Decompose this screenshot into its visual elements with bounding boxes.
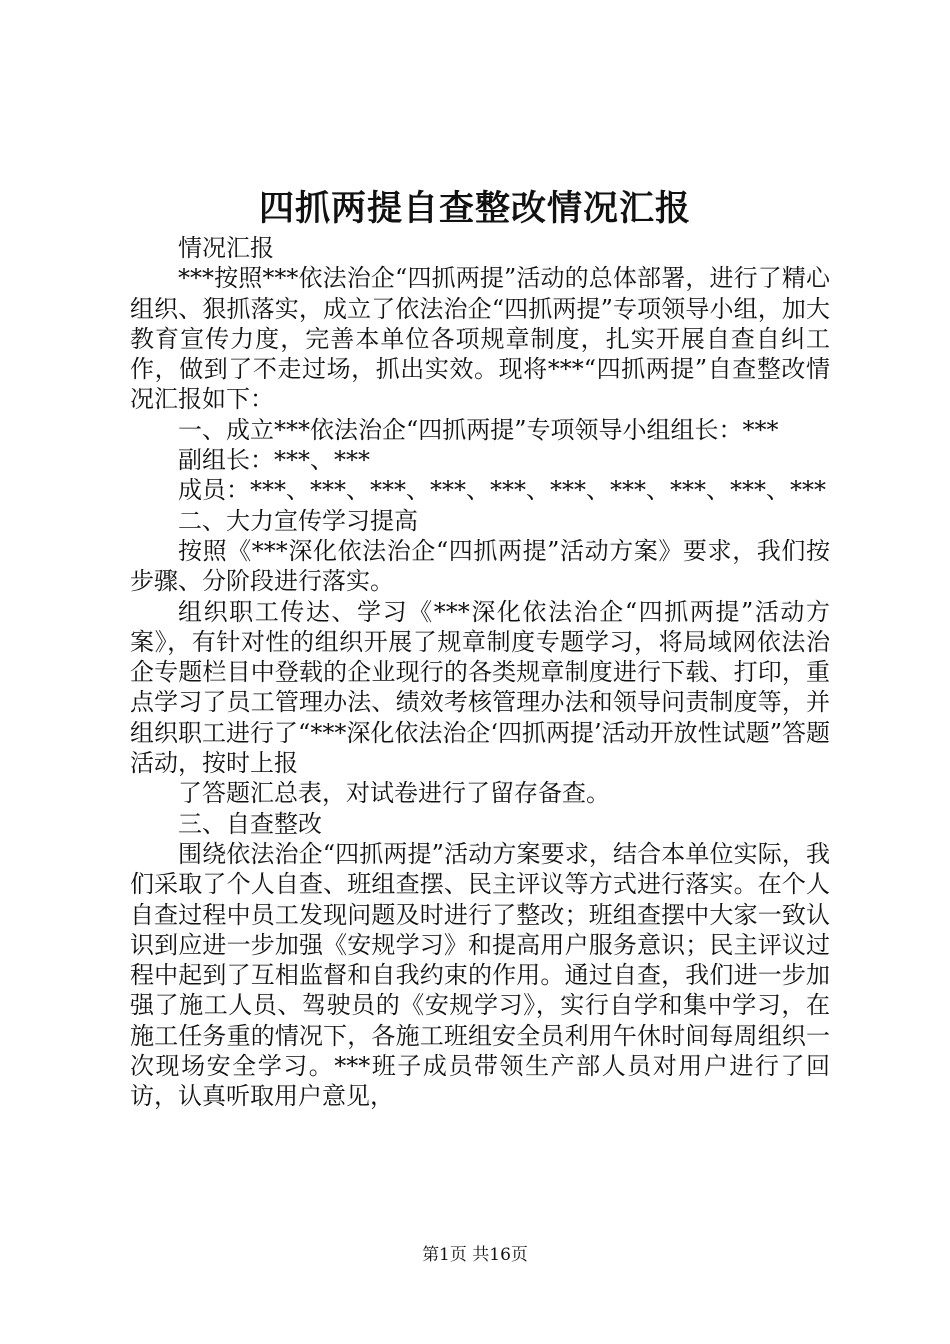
page-number-footer: 第1页 共16页 bbox=[422, 1245, 528, 1265]
paragraph-report-label: 情况汇报 bbox=[178, 234, 274, 262]
paragraph-study-organization: 组织职工传达、学习《***深化依法治企“四抓两提”活动方案》，有针对性的组织开展了规章制度专题学习，将局域网依法治企专题栏目中登载的企业现行的各类规章制度进行下载、打印，重点学习了员工管理办法、绩效考核管理办法和领导问责制度等，并组织职工进行了“***深化依法治企‘四抓两提’活动开放性试题”答题活动，按时上报 bbox=[130, 597, 830, 778]
paragraph-plan-requirement: 按照《***深化依法治企“四抓两提”活动方案》要求，我们按步骤、分阶段进行落实。 bbox=[130, 536, 830, 596]
document-title: 四抓两提自查整改情况汇报 bbox=[258, 188, 691, 229]
document-body bbox=[130, 233, 830, 1112]
paragraph-section-two-heading: 二、大力宣传学习提高 bbox=[178, 506, 418, 535]
paragraph-deputy-leader: 副组长：***、*** bbox=[178, 446, 370, 475]
paragraph-section-three-heading: 三、自查整改 bbox=[178, 809, 322, 838]
paragraph-answer-summary: 了答题汇总表，对试卷进行了留存备查。 bbox=[178, 779, 610, 808]
paragraph-intro: ***按照***依法治企“四抓两提”活动的总体部署，进行了精心组织、狠抓落实，成立了依法治企“四抓两提”专项领导小组，加大教育宣传力度，完善本单位各项规章制度，扎实开展自查自纠工作，做到了不走过场，抓出实效。现将***“四抓两提”自查整改情况汇报如下： bbox=[130, 264, 830, 414]
paragraph-members: 成员：***、***、***、***、***、***、***、***、***、*** bbox=[178, 476, 826, 505]
paragraph-self-inspection: 围绕依法治企“四抓两提”活动方案要求，结合本单位实际，我们采取了个人自查、班组查摆、民主评议等方式进行落实。在个人自查过程中员工发现问题及时进行了整改；班组查摆中大家一致认识到应进一步加强《安规学习》和提高用户服务意识；民主评议过程中起到了互相监督和自我约束的作用。通过自查，我们进一步加强了施工人员、驾驶员的《安规学习》，实行自学和集中学习，在施工任务重的情况下，各施工班组安全员利用午休时间每周组织一次现场安全学习。***班子成员带领生产部人员对用户进行了回访，认真听取用户意见， bbox=[130, 839, 830, 1111]
paragraph-section-one-leader: 一、成立***依法治企“四抓两提”专项领导小组组长：*** bbox=[178, 415, 779, 444]
